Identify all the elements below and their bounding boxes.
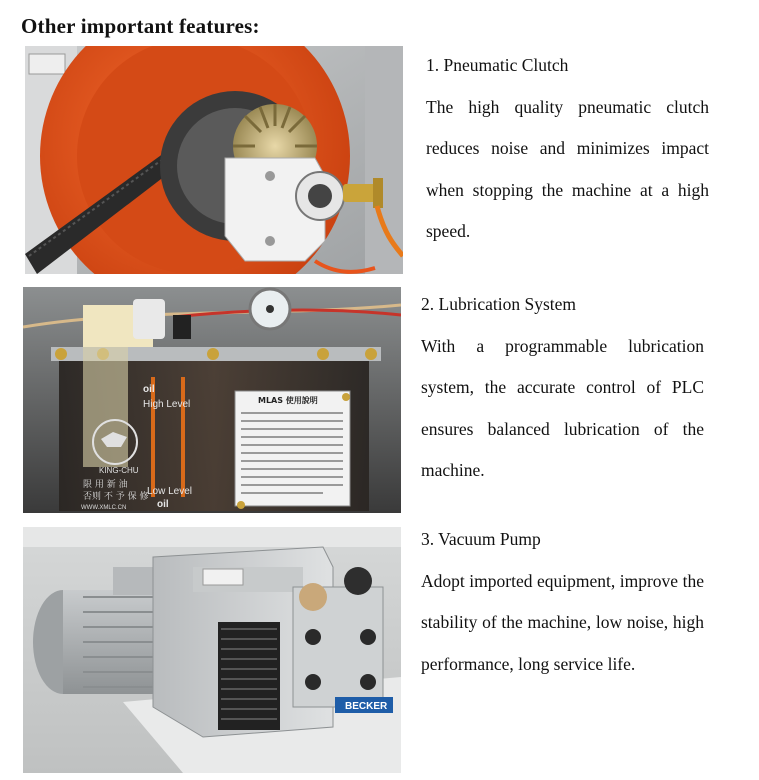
brand-label: KING-CHU [99, 466, 139, 475]
lubrication-pump-photo [23, 287, 401, 513]
vacuum-pump-photo [23, 527, 401, 773]
feature-description: The high quality pneumatic clutch reduces noise and minimizes impact when stopping the machine at a high speed. [426, 96, 709, 242]
feature-description: With a programmable lubrication system, the accurate control of PLC ensures balanced lubrication of the machine. [421, 335, 704, 481]
chinese-label-2: 否则 不 予 保 修 [83, 492, 149, 502]
chinese-label-1: 限 用 新 油 [83, 480, 128, 490]
oil-low-label: oil [157, 499, 169, 510]
feature-title: 1. Pneumatic Clutch [426, 55, 569, 75]
oil-high-label: oil [143, 384, 155, 395]
high-level-label: High Level [143, 399, 191, 410]
becker-brand-label: BECKER [345, 701, 388, 712]
pneumatic-clutch-photo [25, 46, 403, 274]
feature-title: 3. Vacuum Pump [421, 529, 541, 549]
feature-pneumatic-clutch [0, 44, 759, 276]
website-label: WWW.XMLC.CN [81, 505, 127, 511]
low-level-label: Low Level [147, 486, 193, 497]
feature-text [421, 284, 704, 492]
feature-description: Adopt imported equipment, improve the stability of the machine, low noise, high performance, long service life. [421, 570, 704, 674]
feature-vacuum-pump [0, 524, 759, 774]
feature-title: 2. Lubrication System [421, 294, 577, 314]
page-heading: Other important features: [21, 14, 260, 38]
feature-text [426, 45, 709, 253]
plate-title: MLAS 使用說明 [258, 396, 318, 405]
feature-text [421, 519, 704, 685]
feature-lubrication-system [0, 284, 759, 514]
